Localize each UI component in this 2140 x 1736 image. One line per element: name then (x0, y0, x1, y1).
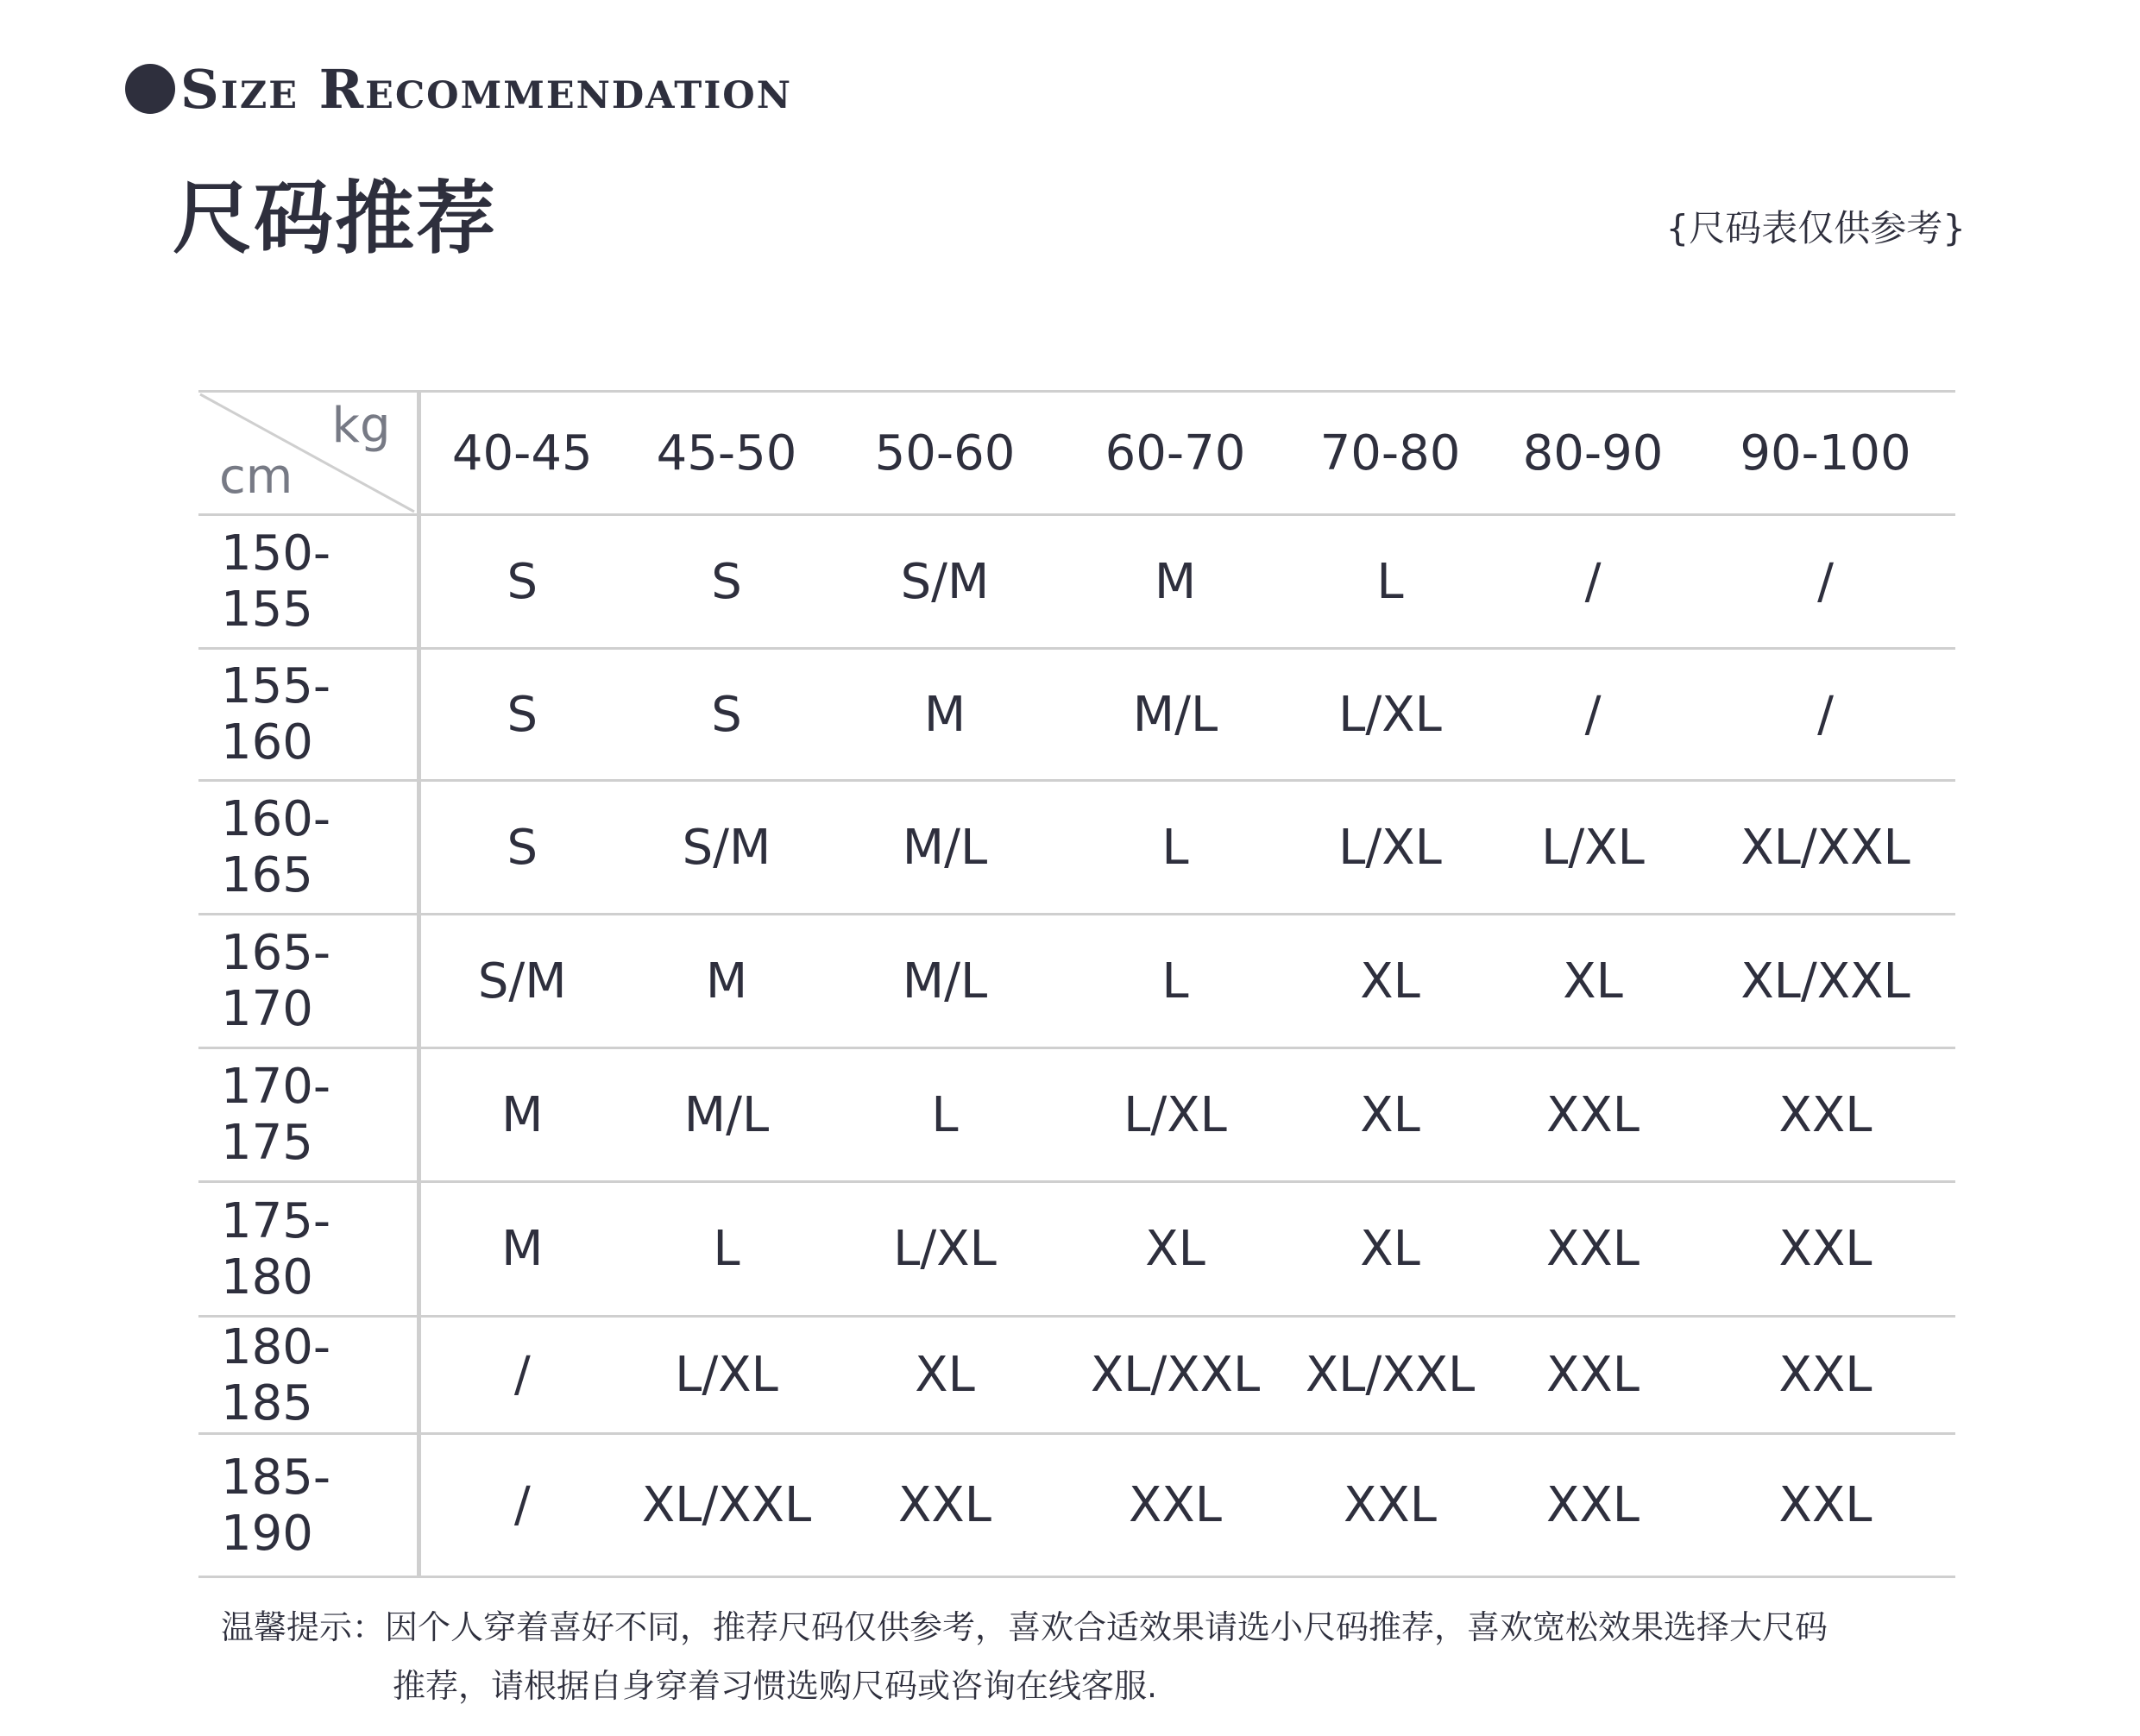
size-cell: S (419, 515, 624, 649)
size-cell: XL (1061, 1182, 1290, 1317)
size-cell: M/L (829, 781, 1061, 915)
size-cell: XL/XXL (624, 1434, 829, 1577)
table-row (198, 1182, 1955, 1317)
size-cell: XL/XXL (1696, 915, 1955, 1048)
height-row-header: 160-165 (198, 781, 419, 915)
row-unit-label: cm (219, 449, 293, 505)
size-cell: L/XL (624, 1317, 829, 1434)
height-row-header: 185-190 (198, 1434, 419, 1577)
table-row (198, 515, 1955, 649)
size-cell: XXL (1490, 1182, 1696, 1317)
size-cell: XL (829, 1317, 1061, 1434)
corner-cell (198, 392, 419, 515)
size-cell: / (1696, 649, 1955, 781)
footer-tip-line1: 温馨提示：因个人穿着喜好不同，推荐尺码仅供参考，喜欢合适效果请选小尺码推荐，喜欢宽松效果选择大尺码 (221, 1608, 1828, 1646)
size-cell: XL (1290, 1048, 1490, 1182)
size-table (198, 390, 1955, 1578)
size-cell: L (1061, 781, 1290, 915)
section-title-en (125, 50, 792, 128)
size-cell: L (1290, 515, 1490, 649)
height-row-header: 155-160 (198, 649, 419, 781)
size-cell: XXL (1061, 1434, 1290, 1577)
table-row (198, 1317, 1955, 1434)
height-row-header: 175-180 (198, 1182, 419, 1317)
size-cell: XL/XXL (1696, 781, 1955, 915)
size-cell: / (1696, 515, 1955, 649)
size-cell: XXL (1290, 1434, 1490, 1577)
height-row-header: 180-185 (198, 1317, 419, 1434)
size-cell: L (1061, 915, 1290, 1048)
size-cell: S (419, 649, 624, 781)
size-cell: / (419, 1317, 624, 1434)
column-unit-label: kg (331, 398, 391, 454)
height-row-header: 165-170 (198, 915, 419, 1048)
section-title-cn: 尺码推荐 (173, 172, 498, 265)
weight-column-header: 90-100 (1696, 392, 1955, 515)
size-cell: L (829, 1048, 1061, 1182)
size-cell: XXL (829, 1434, 1061, 1577)
header-row (198, 392, 1955, 515)
size-cell: L/XL (829, 1182, 1061, 1317)
size-cell: XL (1290, 915, 1490, 1048)
size-cell: S/M (419, 915, 624, 1048)
table-row (198, 1434, 1955, 1577)
weight-column-header: 60-70 (1061, 392, 1290, 515)
size-cell: / (1490, 515, 1696, 649)
size-cell: XL (1290, 1182, 1490, 1317)
size-cell: S (624, 649, 829, 781)
size-cell: XL/XXL (1290, 1317, 1490, 1434)
size-cell: L/XL (1490, 781, 1696, 915)
section-title-en-text: Size Recommendation (180, 57, 793, 121)
size-cell: M/L (1061, 649, 1290, 781)
size-cell: M/L (624, 1048, 829, 1182)
size-cell: XXL (1696, 1434, 1955, 1577)
size-cell: S (624, 515, 829, 649)
size-cell: M (624, 915, 829, 1048)
bullet-dot-icon (125, 64, 175, 114)
table-row (198, 781, 1955, 915)
size-cell: S (419, 781, 624, 915)
size-cell: S/M (624, 781, 829, 915)
size-cell: XXL (1696, 1182, 1955, 1317)
weight-column-header: 70-80 (1290, 392, 1490, 515)
reference-note: {尺码表仅供参考} (1665, 207, 1966, 249)
size-cell: / (419, 1434, 624, 1577)
size-cell: S/M (829, 515, 1061, 649)
height-row-header: 150-155 (198, 515, 419, 649)
table-row (198, 915, 1955, 1048)
size-cell: XXL (1490, 1048, 1696, 1182)
weight-column-header: 40-45 (419, 392, 624, 515)
size-cell: XXL (1490, 1434, 1696, 1577)
size-cell: L/XL (1290, 781, 1490, 915)
size-cell: XXL (1696, 1317, 1955, 1434)
size-cell: M (419, 1182, 624, 1317)
size-cell: XL (1490, 915, 1696, 1048)
size-cell: M (1061, 515, 1290, 649)
size-cell: M (419, 1048, 624, 1182)
height-row-header: 170-175 (198, 1048, 419, 1182)
size-cell: / (1490, 649, 1696, 781)
size-cell: L/XL (1061, 1048, 1290, 1182)
size-cell: L (624, 1182, 829, 1317)
size-cell: M/L (829, 915, 1061, 1048)
weight-column-header: 45-50 (624, 392, 829, 515)
size-cell: XXL (1490, 1317, 1696, 1434)
table-row (198, 649, 1955, 781)
weight-column-header: 80-90 (1490, 392, 1696, 515)
weight-column-header: 50-60 (829, 392, 1061, 515)
size-cell: XXL (1696, 1048, 1955, 1182)
footer-tip-line2: 推荐，请根据自身穿着习惯选购尺码或咨询在线客服. (393, 1667, 1158, 1705)
table-row (198, 1048, 1955, 1182)
size-cell: XL/XXL (1061, 1317, 1290, 1434)
size-cell: L/XL (1290, 649, 1490, 781)
size-cell: M (829, 649, 1061, 781)
